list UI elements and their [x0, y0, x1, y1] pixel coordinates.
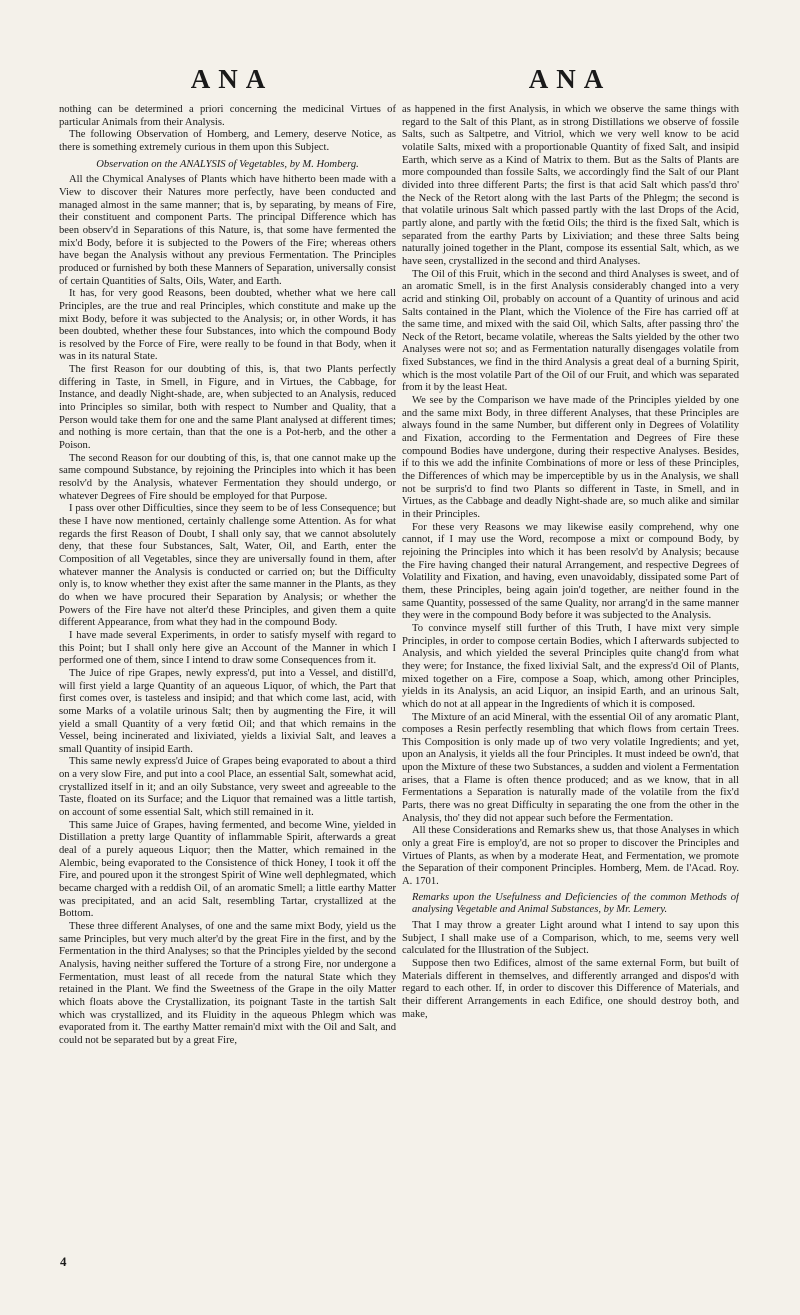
paragraph: The Juice of ripe Grapes, newly express'd, put into a Vessel, and distill'd, will first yield a large Quantity of an aqueous Liquor, of which, the Part that first comes over, is tasteless and insipid; and that which come last, acid, with some Marks of a volatile urinous Salt; then by augmenting the Fire, it will yield a small Quantity of a very fœtid Oil; and that which remains in the Vessel, being incinerated and lixiviated, yields a lixivial Salt, and leaves a small Quantity of insipid Earth.: [59, 667, 396, 755]
paragraph: This same newly express'd Juice of Grapes being evaporated to about a third on a very slow Fire, and put into a cool Place, an essential Salt, somewhat acid, crystallized itself in it; and an oily Substance, very sweet and agreeable to the Taste, floated on its Surface; and the Liquor that remained was a little tartish, on account of some essential Salt, which still remained in it.: [59, 756, 396, 819]
paragraph: Suppose then two Edifices, almost of the same external Form, but built of Materials different in themselves, and differently arranged and dispos'd with regard to each other. If, in order to discover this Difference of Materials, and their different Arrangements in each Edifice, one should destroy both, and make,: [402, 957, 739, 1020]
paragraph: The Mixture of an acid Mineral, with the essential Oil of any aromatic Plant, composes a Resin perfectly resembling that which flows from certain Trees. This Composition is only made up of two very volatile Ingredients; and yet, upon an Analysis, it yields all the four Principles. It must indeed be own'd, that upon the Mixture of these two Substances, a sudden and violent a Fermentation arises, that a Flame is often thence produced; and as we know, that in all Fermentations a Separation is naturally made of the volatile from the fix'd Parts, there was no great Difficulty in separating the one from the other in the Analysis, tho' they did not appear such before the Fermentation.: [402, 711, 739, 824]
paragraph: The Oil of this Fruit, which in the second and third Analyses is sweet, and of an aromatic Smell, is in the first Analysis considerably changed into a very acrid and stinking Oil, probably on account of a Quantity of urinous and acid Salts contained in the Plant, which the Violence of the Fire has carried off at the same time, and mixed with the said Oil, which Salts, after passing thro' the Neck of the Retort, became volatile, whereas the Salts yielded by the other two Analyses were not so; and as Fermentation naturally disengages volatile from fixed Substances, we find in the third Analysis a great deal of a burning Spirit, which is the most volatile Part of the Oil of our Fruit, and which was separated from it by the least Heat.: [402, 268, 739, 394]
left-column: [59, 104, 396, 1272]
section-heading: Remarks upon the Usefulness and Deficiencies of the common Methods of analysing Vegetable and Animal Substances, by Mr. Lemery.: [412, 891, 739, 916]
paragraph: All these Considerations and Remarks shew us, that those Analyses in which only a great Fire is employ'd, are not so proper to discover the Principles and Virtues of Plants, as when by a moderate Heat, and Fermentation, we promote the Separation of their component Principles. Homberg, Mem. de l'Acad. Roy. A. 1701.: [402, 825, 739, 888]
paragraph: For these very Reasons we may likewise easily comprehend, why one cannot, if I may use the Word, recompose a mixt or compound Body, by rejoining the Principles into which it has been resolv'd by Analysis; because the Fire having changed their natural Arrangement, and respective Degrees of Volatility and Fixation, and having, even unavoidably, dissipated some Part of them, these Principles, being again join'd together, are neither found in the same Quantity, possessed of the same Quality, nor arrang'd in the same manner they were in the compound Body before it was subjected to the Analysis.: [402, 521, 739, 622]
running-head-left: ANA: [190, 64, 274, 94]
paragraph: We see by the Comparison we have made of the Principles yielded by one and the same mixt Body, in three different Analyses, that these Principles are always found in the same Number, but different only in Degrees of Volatility and Fixation, according to the Fermentation and Degrees of Fire these compound Bodies have undergone, during their respective Analyses. Besides, if to this we add the infinite Combinations of more or less of these Principles, the Differences of which may be imperceptible by us in the Analysis, we shall not be surpris'd to find two Plants so different in Taste, in Smell, and in Virtues, as the Cabbage and deadly Night-shade are, so much alike and similar in their Principles.: [402, 395, 739, 520]
section-heading: Observation on the ANALYSIS of Vegetables, by M. Homberg.: [96, 158, 359, 170]
paragraph: That I may throw a greater Light around what I intend to say upon this Subject, I shall make use of a Comparison, which, to me, seems very well calculated for the Illustration of the Subject.: [402, 920, 739, 957]
paragraph: The second Reason for our doubting of this, is, that one cannot make up the same compound Substance, by rejoining the Principles into which it has been resolv'd by the Analysis, whatever Fermentation they should undergo, or whatever Degrees of Fire should be employed for that Purpose.: [59, 452, 396, 502]
paragraph: as happened in the first Analysis, in which we observe the same things with regard to the Salt of this Plant, as in strong Distillations we observe of fossile Salts, such as Saltpetre, and Vitriol, which we very well know to be acid volatile Salts, mixed with a proportionable Quantity of fixed Salt, and insipid Earth, which serve as a Kind of Matrix to them. But as the Salts of Plants are more compounded than fossile Salts, we accordingly find the Salt of our Plant divided into three different Parts; the first is that acid Salt which pass'd thro' the Neck of the Retort along with the last Parts of the Phlegm; the second is that volatile urinous Salt which passed partly with the last Drops of the Acid, partly alone, and partly with the fœtid Oils; the third is the fixed Salt, which is separated from the earthy Parts by Lixiviation; and these three Salts being naturally joined together in the Plant, compose its essential Salt, which, as we have seen, crystallized in the second and third Analyses.: [402, 104, 739, 267]
paragraph: This same Juice of Grapes, having fermented, and become Wine, yielded in Distillation a pretty large Quantity of inflammable Spirit, afterwards a great deal of a purely aqueous Liquor; then the Matter, which remained in the Alembic, being evaporated to the Consistence of thick Honey, I took it off the Fire, and poured upon it the strongest Spirit of Wine well dephlegmated, which became charged with a reddish Oil, of an aromatic Smell; a little earthy Matter was precipitated, and an acid Salt, resembling Tartar, crystallized at the Bottom.: [59, 819, 396, 920]
paragraph: The following Observation of Homberg, and Lemery, deserve Notice, as there is something extremely curious in them upon this Subject.: [59, 129, 396, 153]
paragraph: nothing can be determined a priori concerning the medicinal Virtues of particular Animals from their Analysis.: [59, 104, 396, 128]
paragraph: I have made several Experiments, in order to satisfy myself with regard to this Point; but I shall only here give an Account of the Manner in which I performed one of them, since I intend to draw some Consequences from it.: [59, 629, 396, 667]
paragraph: It has, for very good Reasons, been doubted, whether what we here call Principles, are the true and real Principles, which constitute and make up the mixt Body, before it was subjected to the Analysis; or, in other Words, it has been doubted, whether these four Substances, into which the compound Body is resolved by the Force of Fire, were really to be found in that Body, when it was in its natural State.: [59, 288, 396, 363]
right-column: [402, 104, 739, 1272]
running-heads: [0, 64, 800, 96]
paragraph: All the Chymical Analyses of Plants which have hitherto been made with a View to discover their Natures more perfectly, have been conducted and managed almost in the same manner; that is, by separating, by means of Fire, their constituent and component Parts. The principal Difference which has been observ'd in Separations of this Nature, is, that some have fermented the mix'd Body, before it is subjected to the Powers of the Fire; whereas others have began the Analysis without any previous Fermentation. The Principles produced or furnished by both these Manners of Separation, universally consist of certain Quantities of Salts, Oils, Water, and Earth.: [59, 174, 396, 287]
paragraph: To convince myself still further of this Truth, I have mixt very simple Principles, in order to compose certain Bodies, which I afterwards subjected to Analysis, and which yielded the several Principles quite chang'd from what they were; for Instance, the fixed lixivial Salt, and the express'd Oil of Plants, mixed together on a Fire, compose a Soap, which, among other Principles, yields in its Analysis, an acid Liquor, an insipid Earth, and an urinous Salt, which do not at all appear in the Ingredients of which it is composed.: [402, 622, 739, 710]
page-number: 4: [60, 1254, 67, 1269]
paragraph: The first Reason for our doubting of this, is, that two Plants perfectly differing in Taste, in Smell, in Figure, and in Virtues, the Cabbage, for Instance, and deadly Night-shade, are, when subjected to an Analysis, reduced into Principles so similar, both with respect to Number and Quality, that a Person would take them for one and the same Plant analysed at different times; and nothing is more certain, than that the one is a Pot-herb, and the other a Poison.: [59, 364, 396, 452]
paragraph: These three different Analyses, of one and the same mixt Body, yield us the same Principles, but very much alter'd by the great Fire in the first, and by the Fermentation in the third Analyses; so that the Principles yielded by the second Analysis, having neither suffered the Torture of a strong Fire, nor undergone a Fermentation, must least of all recede from the natural State which they retained in the Plant. We find the Sweetness of the Grape in the oily Matter which floats above the Crystallization, its poignant Taste in the tartish Salt which was crystallized, and its Fluidity in the aqueous Phlegm which was evaporated from it. The earthy Matter remain'd mixt with the Oil and Salt, and could not be separated but by a great Fire,: [59, 921, 396, 1046]
paragraph: I pass over other Difficulties, since they seem to be of less Consequence; but these I have now mentioned, certainly challenge some Attention. As for what regards the first Reason of Doubt, I shall only say, that we cannot absolutely deny, that these four Substances, Salt, Water, Oil, and Earth, enter the Composition of all Vegetables, since they are universally found in them, after whatever manner the Analysis is conducted or carried on; but the Difficulty only is, to know whether they exist after the same manner in the Plants, as they do when we have procured their Separation by Analysis; or whether the Powers of the Fire have not alter'd these Principles, and given them a quite different Appearance, from what they had in the compound Body.: [59, 503, 396, 629]
running-head-right: ANA: [528, 64, 612, 94]
